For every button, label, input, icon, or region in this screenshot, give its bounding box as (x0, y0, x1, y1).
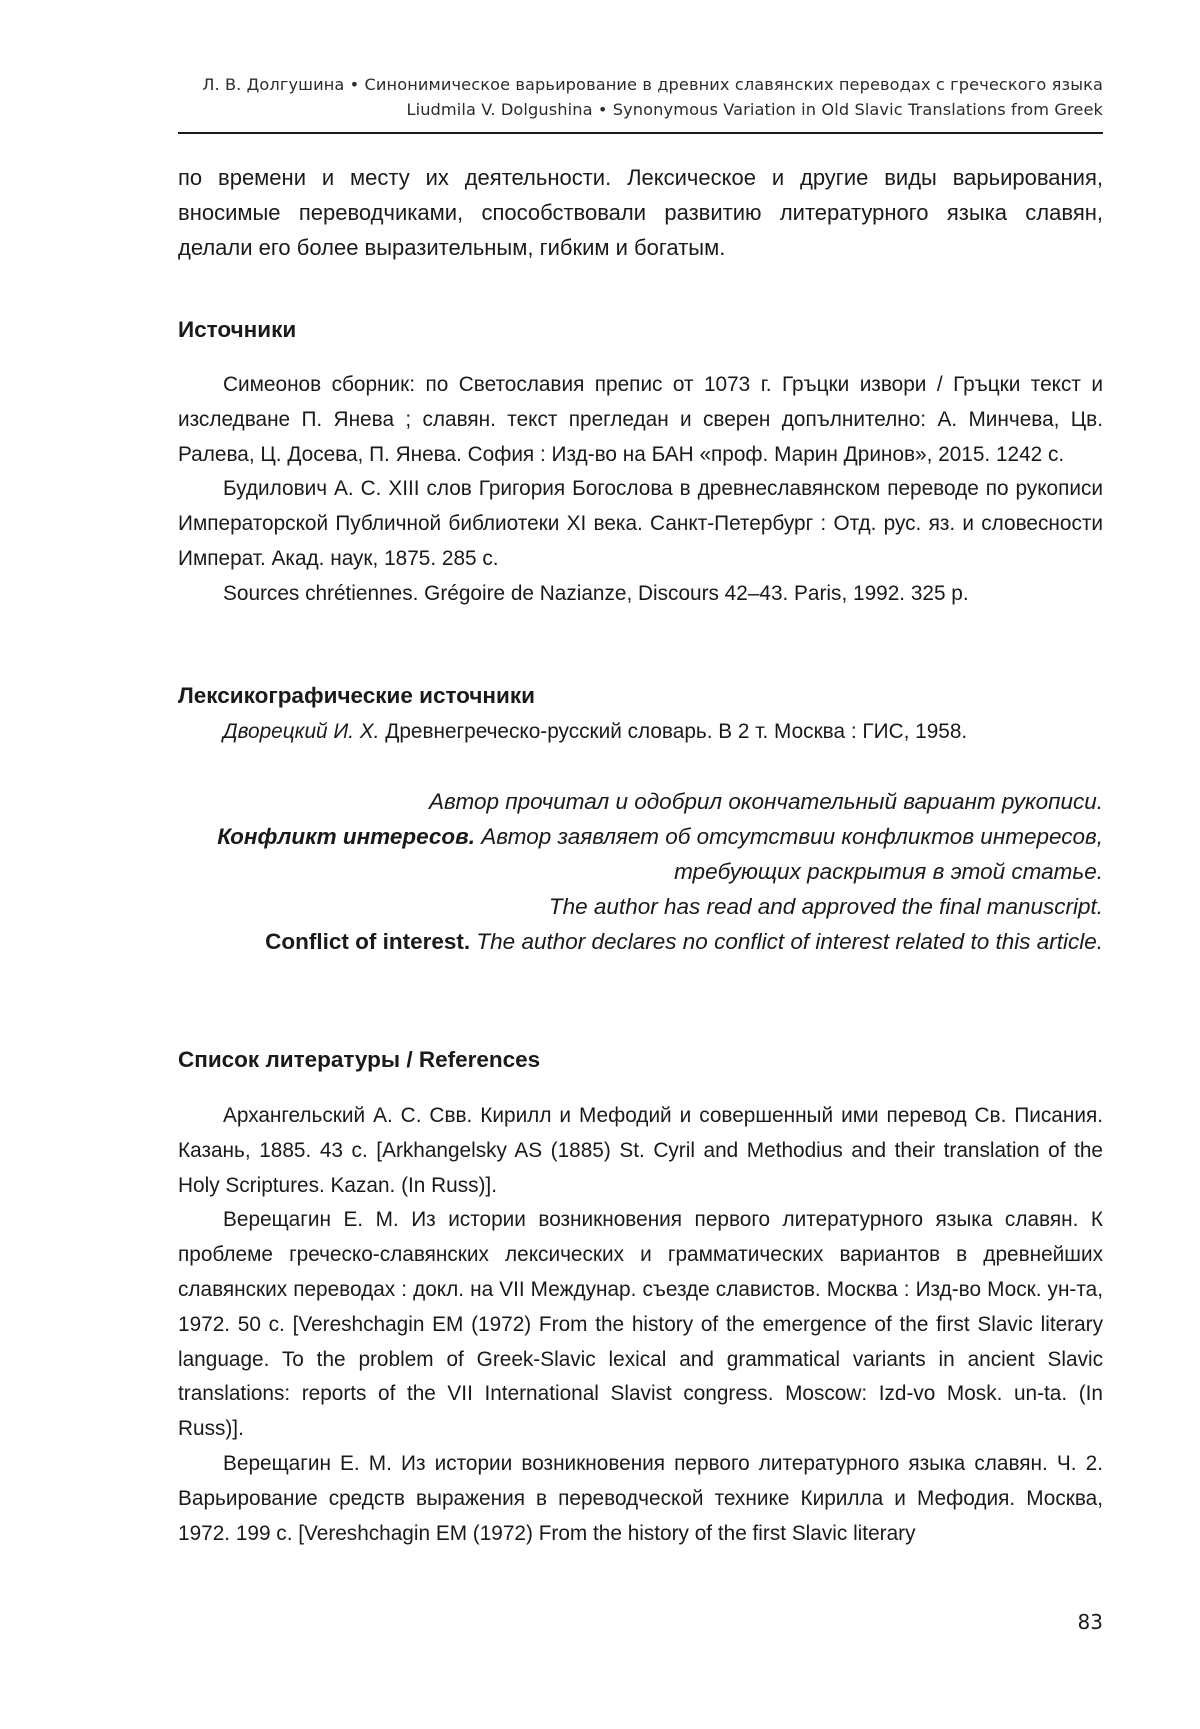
source-item: Симеонов сборник: по Светославия препис от 1073 г. Гръцки извори / Гръцки текст и изследване П. Янева ; славян. текст прегледан и сверен допълнително: А. Минчева, Цв. Ралева, Ц. Досева, П. Янева. София : Изд-во на БАН «проф. Марин Дринов», 2015. 1242 с. (178, 373, 1103, 466)
source-item: Sources chrétiennes. Grégoire de Nazianze, Discours 42–43. Paris, 1992. 325 p. (223, 581, 969, 605)
header-rule (178, 132, 1103, 134)
conflict-text-ru: Автор заявляет об отсутствии конфликтов интересов, требующих раскрытия в этой статье. (475, 824, 1103, 884)
reference-item: Верещагин Е. М. Из истории возникновения первого литературного языка славян. Ч. 2. Варьирование средств выражения в переводческой технике Кирилла и Мефодия. Москва, 1972. 199 с. [Vereshchagin EM (1972) From the history of the first Slavic literary (178, 1451, 1103, 1545)
reference-item: Архангельский А. С. Свв. Кирилл и Мефодий и совершенный ими перевод Св. Писания. Казань, 1885. 43 с. [Arkhangelsky AS (1885) St. Cyril and Methodius and their translation of the Holy Scriptures. Kazan. (In Russ)]. (178, 1104, 1103, 1197)
source-item: Будилович А. С. XIII слов Григория Богослова в древнеславянском переводе по рукописи Императорской Публичной библиотеки XI века. Санкт-Петербург : Отд. рус. яз. и словесности Императ. Акад. наук, 1875. 285 с. (178, 477, 1103, 570)
reference-item: Верещагин Е. М. Из истории возникновения первого литературного языка славян. К проблеме греческо-славянских лексических и грамматических вариантов в древнейших славянских переводах : докл. на VII Междунар. съезде славистов. Москва : Изд-во Моск. ун-та, 1972. 50 с. [Vereshchagin EM (1972) From the history of the emergence of the first Slavic literary language. To the problem of Greek-Slavic lexical and grammatical variants in ancient Slavic translations: reports of the VII International Slavist congress. Moscow: Izd-vo Mosk. un-ta. (In Russ)]. (178, 1208, 1103, 1441)
references-heading: Список литературы / References (178, 1047, 541, 1072)
header-ru-line: Л. В. Долгушина • Синонимическое варьирование в древних славянских переводах с греческого языка (202, 75, 1103, 94)
approval-ru-read: Автор прочитал и одобрил окончательный вариант рукописи. (428, 789, 1103, 814)
continued-text: по времени и месту их деятельности. Лексическое и другие виды варьирования, вносимые переводчиками, способствовали развитию литературного языка славян, делали его более выразительным, гибким и богатым. (178, 165, 1103, 260)
approval-ru-conflict (178, 819, 1103, 889)
conflict-text-en: The author declares no conflict of interest related to this article. (470, 929, 1103, 954)
lexicographic-item (178, 715, 1103, 750)
conflict-label-en: Conflict of interest. (265, 929, 471, 954)
header-en-line: Liudmila V. Dolgushina • Synonymous Variation in Old Slavic Translations from Greek (406, 100, 1103, 119)
running-header (178, 72, 1103, 122)
approval-en-read: The author has read and approved the final manuscript. (548, 894, 1103, 919)
lexicographic-list (178, 715, 1103, 750)
lexicographic-text: Древнегреческо-русский словарь. В 2 т. Москва : ГИС, 1958. (379, 720, 968, 743)
lexicographic-author: Дворецкий И. Х. (223, 720, 380, 743)
sources-list (178, 368, 1103, 612)
lexicographic-heading: Лексикографические источники (178, 683, 535, 708)
references-list (178, 1099, 1103, 1551)
sources-heading: Источники (178, 317, 297, 342)
approval-en-conflict (178, 924, 1103, 959)
page-number: 83 (1077, 1610, 1103, 1634)
conflict-label-ru: Конфликт интересов. (217, 824, 476, 849)
approval-statement (178, 784, 1103, 959)
continued-paragraph (178, 160, 1103, 265)
